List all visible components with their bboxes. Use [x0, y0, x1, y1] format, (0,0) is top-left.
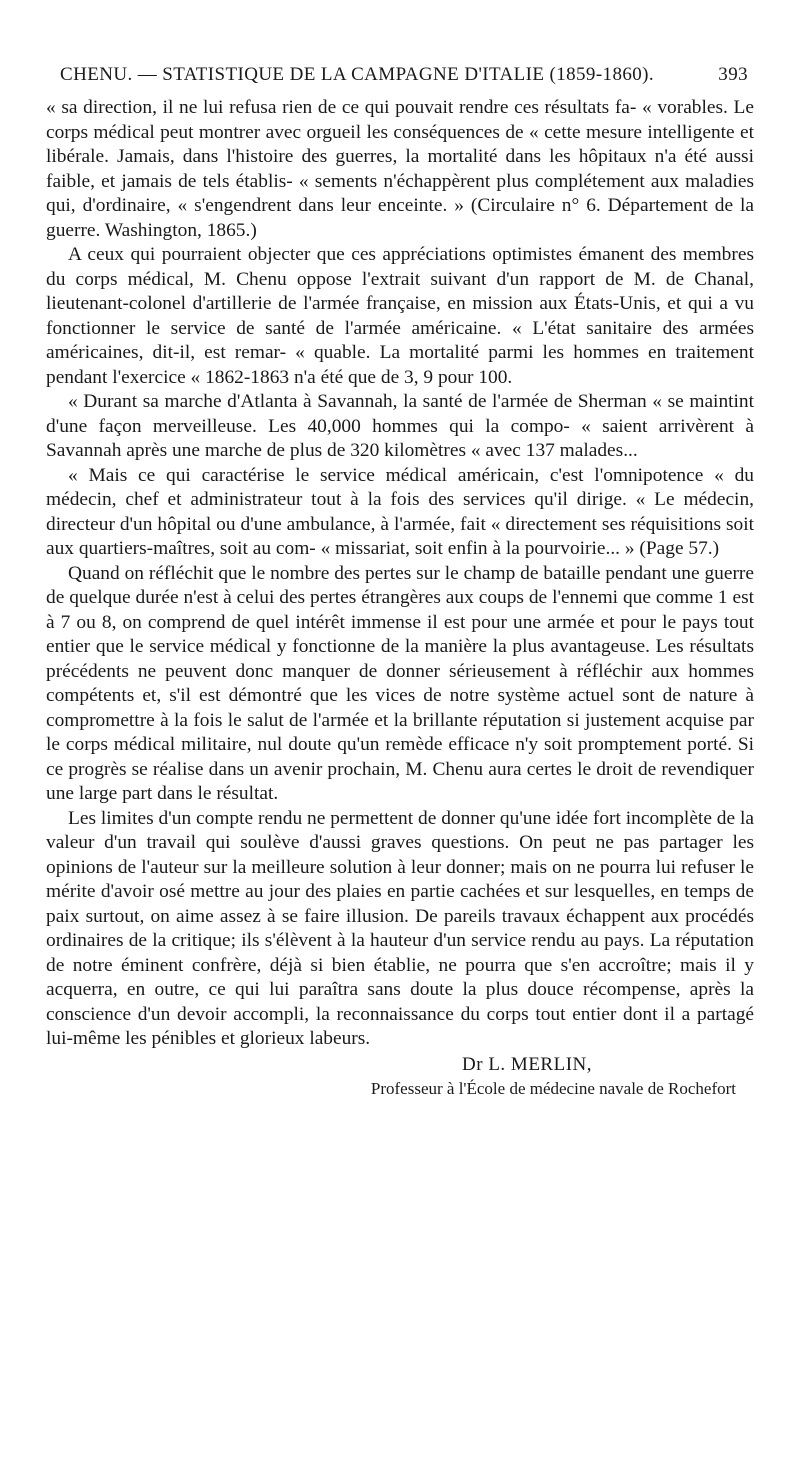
running-title: CHENU. — STATISTIQUE DE LA CAMPAGNE D'ITALIE (1859-1860).: [60, 64, 655, 85]
page-number: 393: [718, 64, 748, 85]
journal-page: [46, 64, 754, 1102]
paragraph-circular-quote: « sa direction, il ne lui refusa rien de ce qui pouvait rendre ces résultats fa- « vorables. Le corps médical peut montrer avec orgueil les conséquences de « cette mesure intelligente et libérale. Jamais, dans l'histoire des guerres, la mortalité dans les hôpitaux n'a été aussi faible, et jamais de tels établis- « sements n'échappèrent plus complétement aux maladies qui, d'ordinaire, « s'engendrent dans leur enceinte. » (Circulaire n° 6. Département de la guerre. Washington, 1865.): [46, 97, 754, 241]
paragraph-chanal-report: A ceux qui pourraient objecter que ces appréciations optimistes émanent des membres du corps médical, M. Chenu oppose l'extrait suivant d'un rapport de M. de Chanal, lieutenant-colonel d'artillerie de l'armée française, en mission aux États-Unis, et qui a vu fonctionner le service de santé de l'armée américaine. « L'état sanitaire des armées américaines, dit-il, est remar- « quable. La mortalité parmi les hommes en traitement pendant l'exercice « 1862-1863 n'a été que de 3, 9 pour 100.: [46, 244, 754, 388]
signature-block: [46, 1053, 754, 1102]
author-affiliation: Professeur à l'École de médecine navale de Rochefort: [370, 1079, 736, 1098]
paragraph-american-service: « Mais ce qui caractérise le service médical américain, c'est l'omnipotence « du médecin, chef et administrateur tout à la fois des services qu'il dirige. « Le médecin, directeur d'un hôpital ou d'une ambulance, à l'armée, fait « directement ses réquisitions soit aux quartiers-maîtres, soit au com- « missariat, soit enfin à la pourvoirie... » (Page 57.): [46, 464, 754, 559]
paragraph-sherman-march: « Durant sa marche d'Atlanta à Savannah, la santé de l'armée de Sherman « se maintint d'une façon merveilleuse. Les 40,000 hommes qui la compo- « saient arrivèrent à Savannah après une marche de plus de 320 kilomètres « avec 137 malades...: [46, 391, 754, 461]
author-name: Dr L. MERLIN,: [462, 1053, 592, 1075]
paragraph-review-conclusion: Les limites d'un compte rendu ne permettent de donner qu'une idée fort incomplète de la valeur d'un travail qui soulève d'aussi graves questions. On peut ne pas partager les opinions de l'auteur sur la meilleure solution à leur donner; mais on ne pourra lui refuser le mérite d'avoir osé mettre au jour des plaies en partie cachées et sur lesquelles, en temps de paix surtout, on aime assez à se faire illusion. De pareils travaux échappent aux procédés ordinaires de la critique; ils s'élèvent à la hauteur d'un service rendu au pays. La réputation de notre éminent confrère, déjà si bien établie, ne pourra que s'en accroître; mais il y acquerra, en outre, ce qui lui paraîtra sans doute la plus douce récompense, après la conscience d'un devoir accompli, la reconnaissance du corps tout entier dont il a partagé lui-même les pénibles et glorieux labeurs.: [46, 807, 754, 1049]
running-header: [46, 64, 754, 92]
paragraph-field-losses: Quand on réfléchit que le nombre des pertes sur le champ de bataille pendant une guerre de quelque durée n'est à celui des pertes étrangères aux coups de l'ennemi que comme 1 est à 7 ou 8, on comprend de quel intérêt immense il est pour une armée et pour le pays tout entier que le service médical y fonctionne de la manière la plus avantageuse. Les résultats précédents ne peuvent donc manquer de donner sérieusement à réfléchir aux hommes compétents et, s'il est démontré que les vices de notre système actuel sont de nature à compromettre à la fois le salut de l'armée et la brillante réputation si justement acquise par le corps médical militaire, nul doute qu'un remède efficace n'y soit promptement porté. Si ce progrès se réalise dans un avenir prochain, M. Chenu aura certes le droit de revendiquer une large part dans le résultat.: [46, 562, 754, 804]
